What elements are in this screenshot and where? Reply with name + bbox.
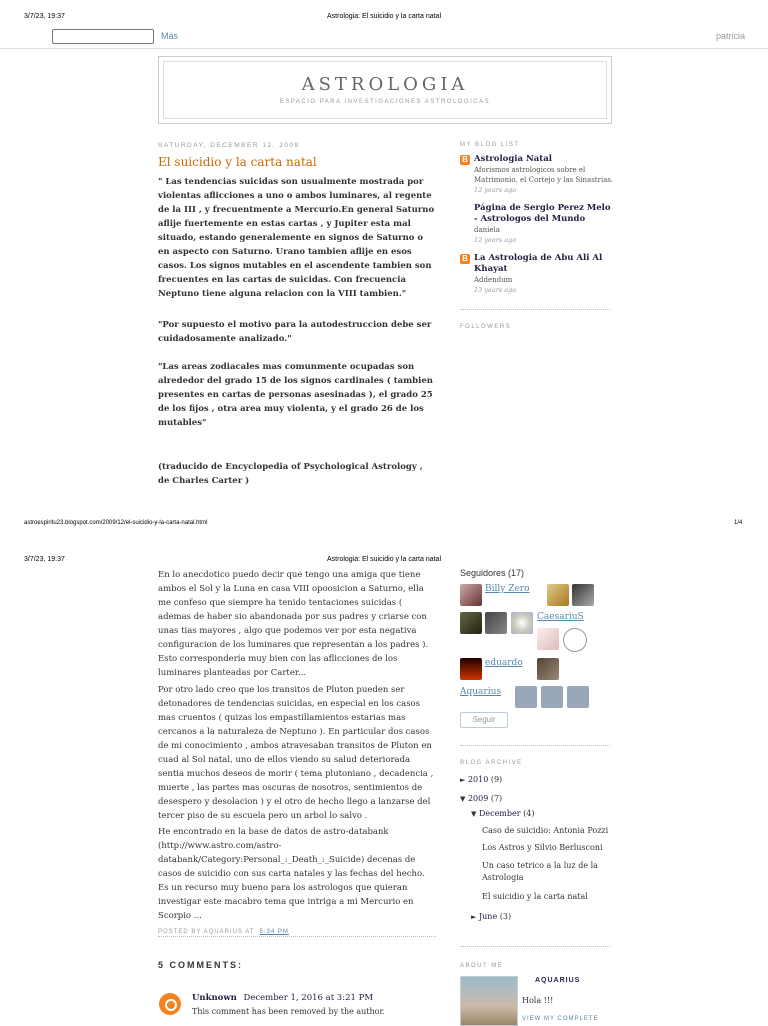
profile-name[interactable]: AQUARIUS [535,977,581,984]
post-paragraph: " Las tendencias suicidas son usualmente mostrada por violentas aflicciones a uno o ambos luminares, al regente de la III , y frecuentmente a Mercurio.En general Saturno aflije fuertemente en estas cartas , y Jupiter esta mal situado, estando generalemente en signos de Saturno o en aspecto con Saturno. Urano tambien aflije en esos casos. Los signos mutables en el ascendente tambien son frecuentes en las cartas de suicidas. Con frecuencia Neptuno tiene alguna relacion con la VIII tambien." [158,177,435,299]
post-footer [158,918,289,937]
profile-intro: Hola !!! [522,996,554,1005]
blog-list-header: MY BLOG LIST [460,142,520,148]
follower-avatar[interactable] [567,686,589,708]
user-link[interactable]: patricia [716,31,746,41]
blog-list-snippet[interactable]: daniela [474,226,500,234]
archive-post-link[interactable]: Los Astros y Silvio Berlusconi [482,843,603,852]
blog-list-name[interactable]: Página de Sergio Perez Melo - Astrologos del Mundo [474,203,611,224]
comment-date[interactable]: December 1, 2016 at 3:21 PM [243,993,374,1003]
blogger-icon: B [460,254,470,264]
blog-list-name[interactable]: Astrologia Natal [474,154,552,164]
post-timestamp-link[interactable]: 5:34 PM [259,929,289,935]
follower-link[interactable]: CaesariuS [537,612,584,622]
blogger-user-icon [159,993,181,1015]
follower-link[interactable]: Aquarius [460,687,502,697]
follower-avatar[interactable] [537,658,559,680]
follower-avatar[interactable] [460,612,482,634]
date-header: SATURDAY, DECEMBER 12, 2009 [158,142,300,149]
post-paragraph: He encontrado en la base de datos de astro-databank (http://www.astro.com/astro-databank/Category:Personal_:_Death_:_Suicide) decenas de casos de suicidio con sus carta natales y las fechas del hecho. Es un recurso muy bueno para los astrologos que quieran investigar este macabro tema que intriga a mi Mercurio en Scorpio ... [158,827,425,921]
follower-avatar[interactable] [460,584,482,606]
blogger-icon: B [460,155,470,165]
follow-button[interactable]: Seguir [460,712,508,728]
blog-description: ESPACIO PARA INVESTIGACIONES ASTROLOGICAS [279,99,491,105]
about-me-header: ABOUT ME [460,963,504,969]
triangle-right-icon[interactable]: ► [471,913,477,921]
blog-list-item [460,203,615,245]
blog-list-item [460,253,615,295]
blog-archive-header: BLOG ARCHIVE [460,760,523,766]
blog-list-snippet[interactable]: Addendum [474,276,513,284]
follower-avatar[interactable] [541,686,563,708]
comment-meta [192,993,373,1003]
search-input[interactable] [52,29,154,44]
divider [158,936,436,937]
follower-link[interactable]: eduardo [485,658,523,668]
print-footer-url: astroespiritu23.blogspot.com/2009/12/el-suicidio-y-la-carta-natal.html [24,520,208,526]
post-paragraph: (traducido de Encyclopedia of Psychological Astrology , de Charles Carter ) [158,462,423,486]
follower-avatar[interactable] [515,686,537,708]
follower-link[interactable]: Billy Zero [485,584,530,594]
archive-year-2009[interactable]: ▼ 2009 (7) [460,794,503,803]
blog-list-age: 12 years ago [474,186,517,194]
more-link[interactable]: Más [161,31,179,41]
blog-list-snippet[interactable]: Aforismos astrologicos sobre el Matrimonio, el Cortejo y las Sinastrias. [474,166,614,184]
archive-post-link[interactable]: El suicidio y la carta natal [482,892,588,901]
print-page-number: 1/4 [734,520,743,526]
divider [460,745,610,746]
follower-avatar[interactable] [563,628,587,652]
comment-author[interactable]: Unknown [192,993,237,1003]
print-timestamp: 3/7/23, 19:37 [24,13,65,20]
post-paragraph: En lo anecdotico puedo decir que tengo una amiga que tiene ambos el Sol y la Luna en casa VIII opoosicion a Saturno, ella me confeso que siempre ha tenido tentaciones suicidas ( ademas de haber sio abandonada por sus padres y criarse con unas tias mayores , algo que podemos ver por esta negativa configuracion de los luminares que representan a los padres ). Esto correspondería muy bien con las aflicciones de los luminares planteadas por Carter... [158,570,429,678]
follower-avatar[interactable] [511,612,533,634]
archive-month-june[interactable]: ► June (3) [471,912,512,921]
followers-title: Seguidores (17) [460,568,525,578]
print-doc-title: Astrologia: El suicidio y la carta natal [327,556,441,563]
print-timestamp: 3/7/23, 19:37 [24,556,65,563]
follower-avatar[interactable] [460,658,482,680]
blog-list-age: 12 years ago [474,236,517,244]
blog-list-widget [460,142,615,330]
follower-avatar[interactable] [572,584,594,606]
blog-header [158,56,612,124]
follower-avatar[interactable] [485,612,507,634]
archive-post-link[interactable]: Caso de suicidio: Antonia Pozzi [482,826,609,835]
follower-avatar[interactable] [547,584,569,606]
comments-header: 5 COMMENTS: [158,960,243,970]
post-title[interactable]: El suicidio y la carta natal [158,155,317,169]
followers-header: FOLLOWERS [460,324,512,330]
posted-by: POSTED BY AQUARIUS AT [158,929,255,935]
post-paragraph: Por otro lado creo que los transitos de Pluton pueden ser detonadores de tendencias suicidas, en especial en los casos mas cruentos ( quizas los empastillamientos estarias mas cercanos a la naturaleza de Neptuno ). En particular dos casos de mi conocimiento , ambos atravesaban transitos de Pluton en cuad al Sol natal, uno de ellos viendo su salud deteriorada sentia muchos deseos de morir ( tema plutoniano , decadencia , muerte , las partes mas oscuras de nosotros, sentimientos de desespero y desolacion ) y el otro de hecho llego a lanzarse del tercer piso de su escuela pero un arbol lo salvo . [158,685,434,821]
blog-list-item [460,154,615,195]
divider [460,309,610,310]
archive-year-2010[interactable]: ► 2010 (9) [460,775,503,784]
triangle-down-icon[interactable]: ▼ [471,810,477,818]
comment-text: This comment has been removed by the author. [192,1007,385,1016]
archive-month-december[interactable]: ▼ December (4) [471,809,535,818]
blogger-navbar [0,24,768,49]
print-doc-title: Astrologia: El suicidio y la carta natal [327,13,441,20]
post-paragraph: "Por supuesto el motivo para la autodestruccion debe ser cuidadosamente analizado." [158,320,432,344]
blog-list-name[interactable]: La Astrologia de Abu Ali Al Khayat [474,253,603,274]
blog-list-age: 13 years ago [474,286,517,294]
archive-post-link[interactable]: Un caso tetrico a la luz de la Astrologia [482,861,598,882]
divider [460,946,610,947]
view-profile-link[interactable]: VIEW MY COMPLETE [522,1016,599,1022]
blog-title[interactable]: ASTROLOGIA [301,74,469,95]
post-paragraph: "Las areas zodiacales mas comunmente ocupadas son alrededor del grado 15 de los signos cardinales ( tambien presentes en cartas de personas asesinadas ), el grado 25 de los fijos , otra area muy violenta, y el grado 26 de los mutables" [158,362,433,428]
follower-avatar[interactable] [537,628,559,650]
triangle-down-icon[interactable]: ▼ [460,795,466,803]
profile-photo[interactable] [460,976,518,1026]
triangle-right-icon[interactable]: ► [460,776,466,784]
